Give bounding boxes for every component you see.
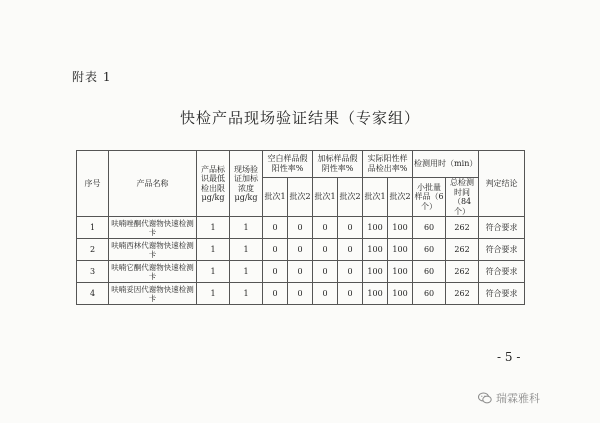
cell-fp-batch2: 0	[288, 239, 313, 261]
cell-spike: 1	[230, 239, 263, 261]
cell-fp-batch1: 0	[263, 261, 288, 283]
header-false-positive: 空白样品假阳性率%	[263, 151, 313, 178]
cell-product-name: 呋喃唑酮代谢物快速检测卡	[109, 217, 197, 239]
cell-lod: 1	[197, 261, 230, 283]
subheader-fn-batch1: 批次1	[313, 178, 338, 217]
cell-lod: 1	[197, 283, 230, 305]
cell-fp-batch1: 0	[263, 283, 288, 305]
header-product-name: 产品名称	[109, 151, 197, 217]
subheader-fn-batch2: 批次2	[338, 178, 363, 217]
cell-total-time: 262	[446, 217, 479, 239]
header-lod: 产品标识最低检出限μg/kg	[197, 151, 230, 217]
cell-ap-batch2: 100	[388, 283, 413, 305]
subheader-ap-batch1: 批次1	[363, 178, 388, 217]
cell-judgement: 符合要求	[479, 283, 525, 305]
cell-seq: 2	[77, 239, 109, 261]
table-row	[77, 261, 525, 283]
header-row	[77, 151, 525, 178]
document-title: 快检产品现场验证结果（专家组）	[179, 109, 420, 127]
cell-judgement: 符合要求	[479, 261, 525, 283]
cell-total-time: 262	[446, 283, 479, 305]
cell-ap-batch2: 100	[388, 217, 413, 239]
subheader-fp-batch1: 批次1	[263, 178, 288, 217]
cell-product-name: 呋喃妥因代谢物快速检测卡	[109, 283, 197, 305]
cell-fn-batch2: 0	[338, 217, 363, 239]
results-table	[76, 150, 525, 305]
cell-fp-batch1: 0	[263, 217, 288, 239]
cell-seq: 3	[77, 261, 109, 283]
cell-small-batch: 60	[413, 239, 446, 261]
cell-fn-batch1: 0	[313, 283, 338, 305]
cell-ap-batch1: 100	[363, 261, 388, 283]
subheader-fp-batch2: 批次2	[288, 178, 313, 217]
cell-product-name: 呋喃它酮代谢物快速检测卡	[109, 261, 197, 283]
cell-product-name: 呋喃西林代谢物快速检测卡	[109, 239, 197, 261]
cell-small-batch: 60	[413, 283, 446, 305]
header-false-negative: 加标样品假阴性率%	[313, 151, 363, 178]
cell-seq: 1	[77, 217, 109, 239]
cell-seq: 4	[77, 283, 109, 305]
cell-ap-batch1: 100	[363, 283, 388, 305]
table-row	[77, 283, 525, 305]
cell-fp-batch2: 0	[288, 261, 313, 283]
cell-fn-batch1: 0	[313, 261, 338, 283]
appendix-label: 附表 1	[72, 70, 112, 84]
cell-fp-batch2: 0	[288, 283, 313, 305]
table-row	[77, 217, 525, 239]
cell-ap-batch2: 100	[388, 239, 413, 261]
cell-fn-batch1: 0	[313, 217, 338, 239]
header-actual-positive: 实际阳性样品检出率%	[363, 151, 413, 178]
cell-ap-batch1: 100	[363, 217, 388, 239]
cell-lod: 1	[197, 217, 230, 239]
page-number: - 5 -	[497, 350, 521, 364]
cell-ap-batch2: 100	[388, 261, 413, 283]
cell-spike: 1	[230, 261, 263, 283]
cell-ap-batch1: 100	[363, 239, 388, 261]
wechat-icon	[478, 392, 492, 404]
header-seq: 序号	[77, 151, 109, 217]
cell-judgement: 符合要求	[479, 217, 525, 239]
header-time: 检测用时（min）	[413, 151, 479, 178]
cell-total-time: 262	[446, 261, 479, 283]
cell-spike: 1	[230, 217, 263, 239]
cell-total-time: 262	[446, 239, 479, 261]
cell-fn-batch2: 0	[338, 283, 363, 305]
cell-spike: 1	[230, 283, 263, 305]
cell-small-batch: 60	[413, 261, 446, 283]
cell-fp-batch2: 0	[288, 217, 313, 239]
cell-fn-batch2: 0	[338, 261, 363, 283]
subheader-ap-batch2: 批次2	[388, 178, 413, 217]
header-spike: 现场验证加标浓度μg/kg	[230, 151, 263, 217]
cell-small-batch: 60	[413, 217, 446, 239]
cell-fp-batch1: 0	[263, 239, 288, 261]
cell-lod: 1	[197, 239, 230, 261]
subheader-total-time: 总检测时间（84个）	[446, 178, 479, 217]
watermark	[478, 390, 540, 406]
watermark-text: 瑞霖雅科	[496, 392, 540, 405]
cell-fn-batch1: 0	[313, 239, 338, 261]
cell-judgement: 符合要求	[479, 239, 525, 261]
header-judgement: 判定结论	[479, 151, 525, 217]
cell-fn-batch2: 0	[338, 239, 363, 261]
subheader-small-batch: 小批量样品（6个）	[413, 178, 446, 217]
table-row	[77, 239, 525, 261]
